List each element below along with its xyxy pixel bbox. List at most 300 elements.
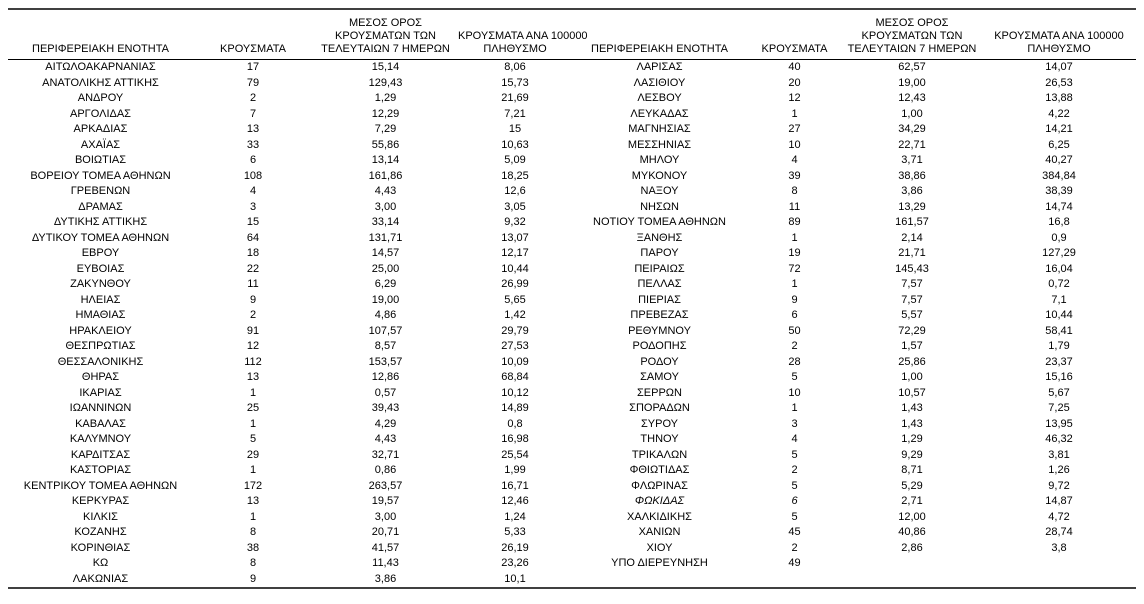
per100k-cell: 0,9 xyxy=(1051,231,1067,244)
cases-cell: 2 xyxy=(249,309,257,321)
region-cell: ΜΥΚΟΝΟΥ xyxy=(631,169,688,182)
region-cell: ΚΟΖΑΝΗΣ xyxy=(74,526,127,538)
table-row xyxy=(572,138,1136,154)
per100k-cell: 5,33 xyxy=(504,526,526,538)
table-row xyxy=(572,153,1136,169)
per100k-cell: 4,22 xyxy=(1048,107,1070,120)
cases-cell: 64 xyxy=(246,231,260,244)
cases-cell: 108 xyxy=(243,169,263,182)
cases-cell: 2 xyxy=(249,92,257,104)
region-cell: ΡΟΔΟΠΗΣ xyxy=(632,340,687,352)
per100k-cell: 4,72 xyxy=(1048,510,1070,523)
region-cell: ΚΑΒΑΛΑΣ xyxy=(75,417,126,430)
cases-cell: 12 xyxy=(246,340,260,352)
table-row xyxy=(572,76,1136,92)
avg7-cell: 263,57 xyxy=(368,479,403,492)
avg7-cell: 153,57 xyxy=(368,355,403,368)
region-cell: ΔΡΑΜΑΣ xyxy=(78,200,123,213)
col-header-per100k-line2: ΠΛΗΘΥΣΜΟ xyxy=(483,43,547,55)
region-cell: ΠΕΛΛΑΣ xyxy=(637,278,682,290)
table-row xyxy=(572,417,1136,433)
table-row xyxy=(8,448,572,464)
region-cell: ΣΥΡΟΥ xyxy=(640,417,678,430)
cases-cell: 5 xyxy=(791,448,798,461)
table-row xyxy=(8,169,572,185)
avg7-cell: 34,29 xyxy=(898,123,926,135)
cases-cell: 39 xyxy=(788,169,801,182)
table-row xyxy=(8,153,572,169)
regional-table-left xyxy=(8,10,588,587)
col-header-region-label: ΠΕΡΙΦΕΡΕΙΑΚΗ ΕΝΟΤΗΤΑ xyxy=(591,43,728,55)
col-header-avg7-line3: ΤΕΛΕΥΤΑΙΩΝ 7 ΗΜΕΡΩΝ xyxy=(847,43,977,55)
region-cell: ΑΡΚΑΔΙΑΣ xyxy=(73,123,128,135)
avg7-cell: 7,57 xyxy=(901,278,923,290)
avg7-cell: 12,00 xyxy=(898,510,926,523)
per100k-cell: 1,24 xyxy=(504,510,526,523)
per100k-cell: 14,89 xyxy=(501,402,529,414)
col-header-per100k xyxy=(458,10,588,60)
per100k-cell: 68,84 xyxy=(501,371,529,383)
table-row xyxy=(572,525,1136,541)
table-row xyxy=(8,324,572,340)
avg7-cell: 4,29 xyxy=(374,417,397,430)
table-row xyxy=(8,184,572,200)
per100k-cell xyxy=(982,556,1136,572)
cases-cell: 89 xyxy=(788,216,801,228)
region-cell: ΞΑΝΘΗΣ xyxy=(636,231,683,244)
col-header-avg7-line1: ΜΕΣΟΣ ΟΡΟΣ xyxy=(349,17,422,29)
avg7-cell: 33,14 xyxy=(371,216,400,228)
col-header-cases xyxy=(747,10,842,60)
table-row xyxy=(8,200,572,216)
avg7-cell: 7,29 xyxy=(374,123,397,135)
region-cell: ΚΕΡΚΥΡΑΣ xyxy=(71,495,130,507)
per100k-cell: 13,07 xyxy=(501,231,529,244)
table-row xyxy=(8,432,572,448)
per100k-cell: 13,88 xyxy=(1045,92,1073,104)
cases-cell: 45 xyxy=(788,526,801,538)
avg7-cell: 1,57 xyxy=(901,340,923,352)
per100k-cell: 10,12 xyxy=(501,386,529,399)
per100k-cell: 10,09 xyxy=(501,355,529,368)
cases-cell: 6 xyxy=(791,495,798,507)
avg7-cell: 20,71 xyxy=(371,526,400,538)
region-cell: ΜΑΓΝΗΣΙΑΣ xyxy=(628,123,691,135)
cases-cell: 7 xyxy=(249,107,257,120)
cases-cell: 9 xyxy=(791,293,798,306)
table-row xyxy=(8,401,572,417)
avg7-cell xyxy=(842,556,982,572)
cases-cell: 28 xyxy=(788,355,801,368)
per100k-cell: 27,53 xyxy=(501,340,529,352)
table-header-left xyxy=(8,10,588,60)
avg7-cell: 40,86 xyxy=(898,526,926,538)
avg7-cell: 19,57 xyxy=(371,495,400,507)
region-cell: ΗΛΕΙΑΣ xyxy=(80,293,121,306)
cases-cell: 25 xyxy=(246,402,260,414)
per100k-cell: 1,42 xyxy=(504,309,526,321)
table-row xyxy=(572,277,1136,293)
region-cell: ΗΡΑΚΛΕΙΟΥ xyxy=(69,324,132,337)
cases-cell: 5 xyxy=(791,371,798,383)
cases-cell: 1 xyxy=(791,231,798,244)
table-row xyxy=(8,231,572,247)
per100k-cell: 21,69 xyxy=(501,92,529,104)
region-cell: ΜΕΣΣΗΝΙΑΣ xyxy=(627,138,692,151)
region-cell: ΜΗΛΟΥ xyxy=(639,154,680,166)
region-cell: ΘΕΣΣΑΛΟΝΙΚΗΣ xyxy=(57,355,144,368)
region-cell: ΣΕΡΡΩΝ xyxy=(637,386,682,399)
avg7-cell: 1,29 xyxy=(901,433,923,445)
per100k-cell: 7,21 xyxy=(504,107,526,120)
table-row xyxy=(8,60,572,76)
cases-cell: 40 xyxy=(788,61,801,73)
region-cell: ΠΕΙΡΑΙΩΣ xyxy=(634,262,685,275)
per100k-cell: 8,06 xyxy=(504,61,526,73)
cases-cell: 1 xyxy=(249,510,257,523)
col-header-per100k-line2: ΠΛΗΘΥΣΜΟ xyxy=(1027,43,1091,55)
cases-cell: 15 xyxy=(246,216,260,228)
table-row xyxy=(8,76,572,92)
per100k-cell: 3,8 xyxy=(1051,541,1067,554)
avg7-cell: 8,71 xyxy=(901,464,923,476)
per100k-cell: 26,53 xyxy=(1045,76,1073,89)
cases-cell: 8 xyxy=(791,185,798,197)
avg7-cell: 62,57 xyxy=(898,61,926,73)
table-row xyxy=(572,262,1136,278)
cases-cell: 18 xyxy=(246,247,260,259)
table-row xyxy=(572,479,1136,495)
region-cell: ΣΑΜΟΥ xyxy=(640,371,679,383)
cases-cell: 38 xyxy=(246,541,260,554)
table-row xyxy=(8,525,572,541)
per100k-cell: 15 xyxy=(508,123,522,135)
region-cell: ΤΗΝΟΥ xyxy=(640,433,679,445)
cases-cell: 27 xyxy=(788,123,801,135)
per100k-cell: 16,04 xyxy=(1045,262,1073,275)
col-header-cases-label: ΚΡΟΥΣΜΑΤΑ xyxy=(220,43,286,55)
avg7-cell: 15,14 xyxy=(371,61,400,73)
cases-cell: 11 xyxy=(247,278,259,290)
avg7-cell: 129,43 xyxy=(368,76,403,89)
per100k-cell: 1,99 xyxy=(504,464,526,476)
avg7-cell: 5,29 xyxy=(901,479,923,492)
cases-cell: 1 xyxy=(791,278,798,290)
cases-cell: 6 xyxy=(249,154,257,166)
region-cell: ΦΩΚΙΔΑΣ xyxy=(634,495,685,507)
table-row xyxy=(8,293,572,309)
per100k-cell: 127,29 xyxy=(1042,247,1076,259)
table-row xyxy=(8,91,572,107)
col-header-cases xyxy=(193,10,313,60)
page xyxy=(0,8,1144,604)
cases-cell: 1 xyxy=(791,402,798,414)
cases-cell: 1 xyxy=(249,417,257,430)
per100k-cell: 46,32 xyxy=(1045,433,1073,445)
avg7-cell: 13,29 xyxy=(898,200,926,213)
table-row xyxy=(8,463,572,479)
region-cell: ΦΛΩΡΙΝΑΣ xyxy=(631,479,688,492)
region-cell: ΛΕΣΒΟΥ xyxy=(637,92,682,104)
per100k-cell: 15,73 xyxy=(501,76,529,89)
avg7-cell: 107,57 xyxy=(368,324,403,337)
cases-cell: 33 xyxy=(246,138,260,151)
col-header-cases-label: ΚΡΟΥΣΜΑΤΑ xyxy=(761,43,828,55)
per100k-cell: 10,44 xyxy=(1045,309,1073,321)
table-left-half xyxy=(8,10,588,587)
region-cell: ΘΕΣΠΡΩΤΙΑΣ xyxy=(65,340,136,352)
region-cell: ΓΡΕΒΕΝΩΝ xyxy=(70,185,131,197)
cases-cell: 20 xyxy=(788,76,801,89)
per100k-cell: 12,46 xyxy=(501,495,529,507)
avg7-cell: 7,57 xyxy=(901,293,923,306)
avg7-cell: 8,57 xyxy=(374,340,397,352)
cases-cell: 4 xyxy=(791,433,798,445)
cases-cell: 1 xyxy=(249,464,257,476)
table-row xyxy=(572,184,1136,200)
table-row xyxy=(8,107,572,123)
avg7-cell: 12,29 xyxy=(371,107,400,120)
table-row xyxy=(572,448,1136,464)
cases-cell: 22 xyxy=(246,262,260,275)
cases-cell: 2 xyxy=(791,340,798,352)
cases-cell: 10 xyxy=(788,386,801,399)
region-cell: ΠΑΡΟΥ xyxy=(640,247,679,259)
per100k-cell: 14,07 xyxy=(1045,61,1073,73)
col-header-per100k xyxy=(982,10,1136,60)
table-row xyxy=(8,494,572,510)
cases-cell: 13 xyxy=(246,371,260,383)
table-row xyxy=(8,246,572,262)
per100k-cell: 0,72 xyxy=(1048,278,1070,290)
per100k-cell: 7,25 xyxy=(1048,402,1070,414)
per100k-cell: 29,79 xyxy=(501,324,529,337)
per100k-cell: 5,65 xyxy=(504,293,526,306)
table-row xyxy=(572,541,1136,557)
avg7-cell: 19,00 xyxy=(371,293,400,306)
per100k-cell: 16,98 xyxy=(501,433,529,445)
per100k-cell: 10,63 xyxy=(501,138,529,151)
region-cell: ΙΚΑΡΙΑΣ xyxy=(79,386,122,399)
table-row xyxy=(572,556,1136,572)
per100k-cell: 18,25 xyxy=(501,169,529,182)
region-cell: ΘΗΡΑΣ xyxy=(81,371,120,383)
per100k-cell: 58,41 xyxy=(1045,324,1073,337)
avg7-cell: 19,00 xyxy=(898,76,926,89)
cases-cell: 3 xyxy=(249,200,257,213)
col-header-region xyxy=(572,10,747,60)
cases-cell: 9 xyxy=(249,572,257,585)
region-cell: ΕΒΡΟΥ xyxy=(81,247,120,259)
avg7-cell: 4,43 xyxy=(374,433,397,445)
region-cell: ΗΜΑΘΙΑΣ xyxy=(75,309,126,321)
avg7-cell: 14,57 xyxy=(371,247,400,259)
region-cell: ΦΘΙΩΤΙΔΑΣ xyxy=(629,464,690,476)
avg7-cell: 55,86 xyxy=(371,138,400,151)
table-row xyxy=(572,60,1136,76)
region-cell: ΣΠΟΡΑΔΩΝ xyxy=(629,402,690,414)
per100k-cell: 384,84 xyxy=(1042,169,1076,182)
table-row xyxy=(572,169,1136,185)
region-cell: ΑΝΑΤΟΛΙΚΗΣ ΑΤΤΙΚΗΣ xyxy=(42,76,159,89)
cases-cell: 8 xyxy=(249,526,257,538)
table-row xyxy=(8,572,572,588)
region-cell: ΧΙΟΥ xyxy=(646,541,673,554)
region-cell: ΒΟΡΕΙΟΥ ΤΟΜΕΑ ΑΘΗΝΩΝ xyxy=(30,169,171,182)
region-cell: ΔΥΤΙΚΗΣ ΑΤΤΙΚΗΣ xyxy=(53,216,148,228)
cases-cell: 13 xyxy=(246,495,260,507)
per100k-cell: 23,26 xyxy=(501,557,529,569)
col-header-avg7-line1: ΜΕΣΟΣ ΟΡΟΣ xyxy=(875,17,949,29)
per100k-cell: 3,05 xyxy=(504,200,526,213)
avg7-cell: 1,43 xyxy=(901,402,923,414)
table-row xyxy=(572,200,1136,216)
table-row xyxy=(572,432,1136,448)
region-cell: ΑΡΓΟΛΙΔΑΣ xyxy=(70,107,131,120)
avg7-cell: 3,86 xyxy=(374,572,397,585)
table-row xyxy=(572,401,1136,417)
region-cell: ΛΑΣΙΘΙΟΥ xyxy=(633,76,686,89)
region-cell: ΝΑΞΟΥ xyxy=(640,185,679,197)
region-cell: ΒΟΙΩΤΙΑΣ xyxy=(74,154,127,166)
avg7-cell: 0,57 xyxy=(374,386,397,399)
per100k-cell: 6,25 xyxy=(1048,138,1070,151)
cases-cell: 91 xyxy=(246,324,260,337)
region-cell: ΝΗΣΩΝ xyxy=(640,200,679,213)
region-cell: ΚΩ xyxy=(92,557,109,569)
region-cell: ΛΑΡΙΣΑΣ xyxy=(636,61,683,73)
table-row xyxy=(8,510,572,526)
col-header-avg7 xyxy=(313,10,458,60)
per100k-cell: 12,6 xyxy=(504,185,526,197)
per100k-cell: 26,19 xyxy=(501,541,529,554)
col-header-avg7-line2: ΚΡΟΥΣΜΑΤΩΝ ΤΩΝ xyxy=(861,30,963,42)
per100k-cell: 16,71 xyxy=(501,479,529,492)
table-row xyxy=(572,494,1136,510)
table-row xyxy=(8,417,572,433)
per100k-cell: 9,72 xyxy=(1048,479,1070,492)
cases-cell: 13 xyxy=(246,123,260,135)
avg7-cell: 1,00 xyxy=(901,107,923,120)
cases-cell: 1 xyxy=(791,107,798,120)
col-header-avg7-line2: ΚΡΟΥΣΜΑΤΩΝ ΤΩΝ xyxy=(335,30,436,42)
table-row xyxy=(572,355,1136,371)
avg7-cell: 161,57 xyxy=(895,216,929,228)
region-cell: ΡΟΔΟΥ xyxy=(640,355,679,368)
region-cell: ΛΕΥΚΑΔΑΣ xyxy=(630,107,689,120)
avg7-cell: 3,00 xyxy=(374,510,397,523)
avg7-cell: 0,86 xyxy=(374,464,397,476)
regional-table-right xyxy=(572,10,1136,572)
region-cell: ΚΑΣΤΟΡΙΑΣ xyxy=(69,464,132,476)
per100k-cell: 10,1 xyxy=(504,572,526,585)
avg7-cell: 9,29 xyxy=(901,448,923,461)
cases-cell: 2 xyxy=(791,464,798,476)
col-header-region xyxy=(8,10,193,60)
table-body-left xyxy=(8,60,572,588)
cases-cell: 49 xyxy=(788,557,801,569)
table-row xyxy=(8,355,572,371)
avg7-cell: 6,29 xyxy=(374,278,397,290)
avg7-cell: 12,86 xyxy=(371,371,400,383)
cases-cell: 17 xyxy=(246,61,260,73)
avg7-cell: 161,86 xyxy=(368,169,403,182)
col-header-avg7-line3: ΤΕΛΕΥΤΑΙΩΝ 7 ΗΜΕΡΩΝ xyxy=(321,43,450,55)
avg7-cell: 2,14 xyxy=(901,231,923,244)
region-cell: ΚΙΛΚΙΣ xyxy=(83,510,118,523)
per100k-cell: 28,74 xyxy=(1045,526,1073,538)
cases-cell: 11 xyxy=(788,200,801,213)
table-row xyxy=(572,122,1136,138)
region-cell: ΕΥΒΟΙΑΣ xyxy=(76,262,125,275)
avg7-cell: 25,00 xyxy=(371,262,400,275)
avg7-cell: 10,57 xyxy=(898,386,926,399)
cases-cell: 19 xyxy=(788,247,801,259)
per100k-cell: 0,8 xyxy=(507,417,523,430)
table-row xyxy=(8,479,572,495)
per100k-cell: 16,8 xyxy=(1048,216,1070,228)
avg7-cell: 5,57 xyxy=(901,309,923,321)
per100k-cell: 5,67 xyxy=(1048,386,1070,399)
region-cell: ΧΑΛΚΙΔΙΚΗΣ xyxy=(627,510,692,523)
region-cell: ΥΠΟ ΔΙΕΡΕΥΝΗΣΗ xyxy=(611,557,708,569)
avg7-cell: 1,00 xyxy=(901,371,923,383)
table-row xyxy=(572,308,1136,324)
avg7-cell: 2,86 xyxy=(901,541,923,554)
table-row xyxy=(572,91,1136,107)
table-row xyxy=(8,277,572,293)
cases-cell: 5 xyxy=(791,510,798,523)
avg7-cell: 13,14 xyxy=(371,154,400,166)
table-header-right xyxy=(572,10,1136,60)
region-cell: ΖΑΚΥΝΘΟΥ xyxy=(70,278,131,290)
region-cell: ΑΙΤΩΛΟΑΚΑΡΝΑΝΙΑΣ xyxy=(45,61,156,73)
avg7-cell: 145,43 xyxy=(895,262,929,275)
table-row xyxy=(8,138,572,154)
cases-cell: 5 xyxy=(791,479,798,492)
table-right-half xyxy=(572,10,1136,572)
avg7-cell: 22,71 xyxy=(898,138,926,151)
table-row xyxy=(8,122,572,138)
per100k-cell: 12,17 xyxy=(501,247,529,259)
cases-cell: 12 xyxy=(788,92,801,104)
region-cell: ΠΡΕΒΕΖΑΣ xyxy=(630,309,689,321)
table-row xyxy=(572,463,1136,479)
table-row xyxy=(572,386,1136,402)
per100k-cell: 7,1 xyxy=(1051,293,1067,306)
cases-cell: 29 xyxy=(246,448,260,461)
header-row xyxy=(8,10,572,60)
avg7-cell: 25,86 xyxy=(898,355,926,368)
col-header-per100k-line1: ΚΡΟΥΣΜΑΤΑ ΑΝΑ 100000 xyxy=(994,30,1124,42)
table-row xyxy=(572,215,1136,231)
table-row xyxy=(572,510,1136,526)
per100k-cell: 1,26 xyxy=(1048,464,1070,476)
table-row xyxy=(8,386,572,402)
avg7-cell: 11,43 xyxy=(372,557,399,569)
avg7-cell: 38,86 xyxy=(898,169,926,182)
per100k-cell: 15,16 xyxy=(1045,371,1073,383)
cases-cell: 4 xyxy=(791,154,798,166)
per100k-cell: 13,95 xyxy=(1045,417,1073,430)
region-cell: ΝΟΤΙΟΥ ΤΟΜΕΑ ΑΘΗΝΩΝ xyxy=(593,216,726,228)
col-header-per100k-line1: ΚΡΟΥΣΜΑΤΑ ΑΝΑ 100000 xyxy=(458,30,588,42)
per100k-cell: 14,74 xyxy=(1045,200,1073,213)
region-cell: ΔΥΤΙΚΟΥ ΤΟΜΕΑ ΑΘΗΝΩΝ xyxy=(31,231,170,244)
table-row xyxy=(8,339,572,355)
region-cell: ΤΡΙΚΑΛΩΝ xyxy=(631,448,688,461)
avg7-cell: 72,29 xyxy=(898,324,926,337)
